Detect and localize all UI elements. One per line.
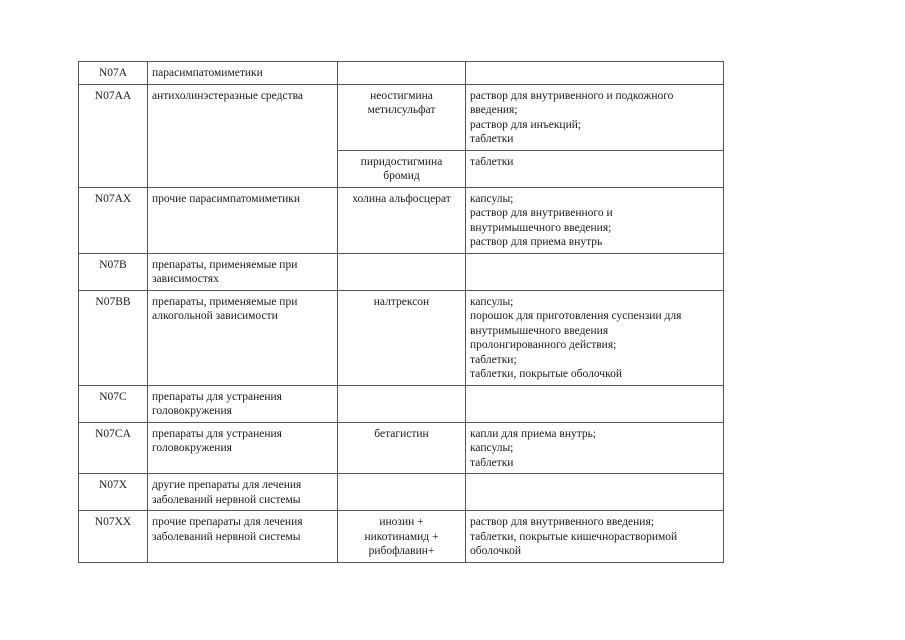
cell-text-line: антихолинэстеразные средства — [152, 89, 303, 102]
drug-name-cell — [338, 62, 466, 85]
cell-text-line: препараты, применяемые при — [152, 295, 298, 308]
cell-text-line: таблетки — [470, 456, 514, 469]
atc-code-cell: N07B — [79, 253, 148, 290]
cell-text-line: капсулы; — [470, 442, 514, 454]
cell-text-line: раствор для внутривенного введения; — [470, 516, 654, 528]
drug-name-cell — [338, 290, 466, 385]
drug-name-cell — [338, 422, 466, 474]
table-row — [79, 84, 724, 150]
table-row — [79, 385, 724, 422]
drug-name-cell — [338, 511, 466, 563]
cell-text-line: холина альфосцерат — [352, 192, 451, 205]
table-row — [79, 511, 724, 563]
cell-text-line: внутримышечного введения; — [470, 221, 612, 234]
cell-text-line: препараты для устранения — [152, 390, 282, 403]
cell-text-line: таблетки, покрытые оболочкой — [470, 368, 622, 380]
atc-code-cell: N07BB — [79, 290, 148, 385]
cell-text-line: пиридостигмина — [360, 155, 443, 168]
table-row — [79, 474, 724, 511]
table-row — [79, 422, 724, 474]
atc-group-name-cell — [148, 84, 338, 187]
cell-text-line: препараты, применяемые при — [152, 258, 298, 271]
cell-text-line: таблетки; — [470, 353, 517, 366]
cell-text-line: парасимпатомиметики — [152, 67, 263, 79]
drug-name-cell — [338, 150, 466, 187]
table-row — [79, 253, 724, 290]
cell-text-line: раствор для приема внутрь — [470, 236, 603, 248]
cell-text-line: раствор для инъекций; — [470, 118, 582, 131]
cell-text-line: таблетки — [470, 155, 514, 168]
cell-text-line: пролонгированного действия; — [470, 339, 617, 351]
atc-code-cell: N07A — [79, 62, 148, 85]
dosage-form-cell — [466, 62, 724, 85]
dosage-form-cell — [466, 474, 724, 511]
cell-text-line: метилсульфат — [367, 104, 436, 116]
table-row — [79, 187, 724, 253]
dosage-form-cell — [466, 84, 724, 150]
atc-group-name-cell — [148, 511, 338, 563]
drug-name-cell — [338, 385, 466, 422]
cell-text-line: таблетки, покрытые кишечнорастворимой — [470, 530, 678, 543]
cell-text-line: инозин + — [379, 516, 424, 528]
dosage-form-cell — [466, 422, 724, 474]
cell-text-line: зависимостях — [152, 273, 219, 285]
cell-text-line: капсулы; — [470, 295, 514, 308]
cell-text-line: порошок для приготовления суспензии для — [470, 310, 682, 322]
cell-text-line: заболеваний нервной системы — [152, 493, 301, 506]
cell-text-line: капли для приема внутрь; — [470, 427, 597, 440]
dosage-form-cell — [466, 150, 724, 187]
cell-text-line: раствор для внутривенного и — [470, 207, 613, 219]
table-row — [79, 62, 724, 85]
cell-text-line: другие препараты для лечения — [152, 479, 302, 491]
atc-group-name-cell — [148, 62, 338, 85]
cell-text-line: капсулы; — [470, 192, 514, 205]
atc-code-cell: N07AA — [79, 84, 148, 187]
cell-text-line: бетагистин — [374, 427, 429, 440]
cell-text-line: никотинамид + — [364, 530, 439, 543]
atc-group-name-cell — [148, 253, 338, 290]
drug-name-cell — [338, 474, 466, 511]
cell-text-line: рибофлавин+ — [368, 545, 435, 557]
atc-group-name-cell — [148, 385, 338, 422]
drug-name-cell — [338, 84, 466, 150]
atc-group-name-cell — [148, 422, 338, 474]
atc-group-name-cell — [148, 474, 338, 511]
atc-group-name-cell — [148, 187, 338, 253]
drug-name-cell — [338, 253, 466, 290]
cell-text-line: налтрексон — [373, 295, 430, 308]
atc-code-cell: N07XX — [79, 511, 148, 563]
cell-text-line: бромид — [383, 170, 420, 182]
cell-text-line: раствор для внутривенного и подкожного введения; — [470, 89, 674, 116]
cell-text-line: головокружения — [152, 442, 232, 454]
dosage-form-cell — [466, 385, 724, 422]
cell-text-line: препараты для устранения — [152, 427, 282, 440]
atc-code-cell: N07AX — [79, 187, 148, 253]
dosage-form-cell — [466, 511, 724, 563]
atc-code-cell: N07X — [79, 474, 148, 511]
cell-text-line: таблетки — [470, 133, 514, 145]
drug-classification-table — [78, 61, 724, 563]
drug-name-cell — [338, 187, 466, 253]
table-body — [79, 62, 724, 563]
cell-text-line: алкогольной зависимости — [152, 310, 278, 322]
table-row — [79, 290, 724, 385]
atc-code-cell: N07CA — [79, 422, 148, 474]
cell-text-line: головокружения — [152, 405, 232, 417]
cell-text-line: неостигмина — [370, 89, 433, 102]
dosage-form-cell — [466, 253, 724, 290]
atc-group-name-cell — [148, 290, 338, 385]
cell-text-line: прочие парасимпатомиметики — [152, 192, 301, 205]
dosage-form-cell — [466, 290, 724, 385]
cell-text-line: прочие препараты для лечения — [152, 516, 303, 528]
cell-text-line: оболочкой — [470, 545, 522, 557]
dosage-form-cell — [466, 187, 724, 253]
atc-code-cell: N07C — [79, 385, 148, 422]
cell-text-line: внутримышечного введения — [470, 324, 609, 337]
cell-text-line: заболеваний нервной системы — [152, 530, 301, 543]
